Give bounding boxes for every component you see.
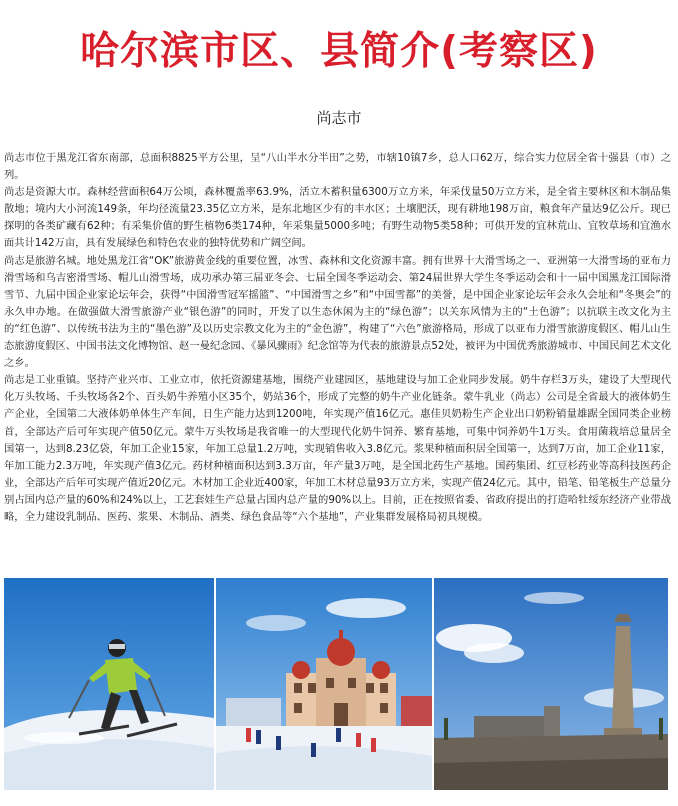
paragraph-intro: 尚志市位于黑龙江省东南部，总面积8825平方公里，呈“八山半水分半田”之势，市辖10镇7乡，总人口62万，综合实力位居全省十强县（市）之列。: [4, 152, 671, 182]
ski-resort-photo: [216, 578, 432, 790]
paragraph-tourism: 尚志是旅游名城。地处黑龙江省“OK”旅游黄金线的重要位置，冰雪、森林和文化资源丰富。拥有世界十大滑雪场之一、亚洲第一大滑雪场的亚布力滑雪场和乌吉密滑雪场、帽儿山滑雪场，成功承办第三届亚冬会、七届全国冬季运动会、第24届世界大学生冬季运动会和十一届中国黑龙江国际滑雪节、九届中国企业家论坛年会，获得“中国滑雪冠军摇篮”、“中国滑雪之乡”和“中国雪都”的美誉，是中国企业家论坛年会永久会址和“冬奥会”的永久申办地。在做强做大滑雪旅游产业“银色游”的同时，开发了以生态休闲为主的“绿色游”；以关东风情为主的“土色游”；以抗联主改文化为主的“红色游”、以传统书法为主的“墨色游”及以历史宗教文化为主的“金色游”，构建了“六色”旅游格局，形成了以亚布力滑雪旅游度假区、帽儿山生态旅游度假区、中国书法文化博物馆、赵一曼纪念园、《暴风骤雨》纪念馆等为代表的旅游景点52处，被评为中国优秀旅游城市、中国民间艺术文化之乡。: [4, 254, 671, 370]
monument-photo: [434, 578, 668, 790]
page-title: 哈尔滨市区、县简介(考察区): [80, 29, 598, 74]
paragraph-industry: 尚志是工业重镇。坚持产业兴市、工业立市，依托资源建基地，围绕产业建园区，基地建设与加工企业同步发展。奶牛存栏3万头，建设了大型现代化万头牧场、千头牧场各2个、百头奶牛养殖小区35个，奶站36个，形成了完整的奶牛产业化链条。蒙牛乳业（尚志）公司是全省最大的液体奶生产企业，全国第二大液体奶单体生产车间，日生产能力达到1200吨，年实现产值16亿元。惠佳贝奶粉生产企业出口奶粉销量雄踞全国同类企业榜首，全部达产后可年实现产值50亿元。蒙牛万头牧场是我省唯一的大型现代化奶牛饲养、繁育基地，可集中饲养奶牛1万头。食用菌栽培总量居全国第一，达到8.23亿袋，年加工企业15家，年加工总量1.2万吨，实现销售收入3.8亿元。浆果种植面积居全国第一，达到7万亩，加工企业11家，年加工能力2.3万吨，年实现产值3亿元。药材种植面积达到3.3万亩，年产量3万吨，是全国北药生产基地。国药集团、红豆杉药业等高科技医药企业，全部达产后年可实现产值近20亿元。木材加工企业近400家，年加工木材总量93万立方米，实现产值24亿元。其中，铅笔、铅笔板生产总量分别占国内总产量的60%和24%以上，工艺套娃生产总量占国内总产量的90%以上。目前，正在按照省委、省政府提出的打造哈牡绥东经济产业带战略，全力建设乳制品、医药、浆果、木制品、酒类、绿色食品等“六个基地”，产业集群发展格局初具规模。: [4, 374, 671, 523]
page-subtitle: 尚志市: [316, 109, 362, 127]
photo-strip: [4, 578, 668, 790]
paragraph-resources: 尚志是资源大市。森林经营面积64万公顷，森林覆盖率63.9%，活立木蓄积量6300万立方米，年采伐量50万立方米，是全省主要林区和木制品集散地；境内大小河流149条，年均径流量23.35亿立方米，是东北地区少有的丰水区；土壤肥沃，现有耕地198万亩，粮食年产量达9亿公斤。现已探明的各类矿藏有62种；有采集价值的野生植物6类174种，年采集量5000多吨；有野生动物5类58种；可供开发的宜林荒山、宜牧草场和宜渔水面共计142万亩，具有发展绿色和特色农业的独特优势和广阔空间。: [4, 186, 671, 250]
article-body: [4, 150, 671, 526]
skier-photo: [4, 578, 214, 790]
